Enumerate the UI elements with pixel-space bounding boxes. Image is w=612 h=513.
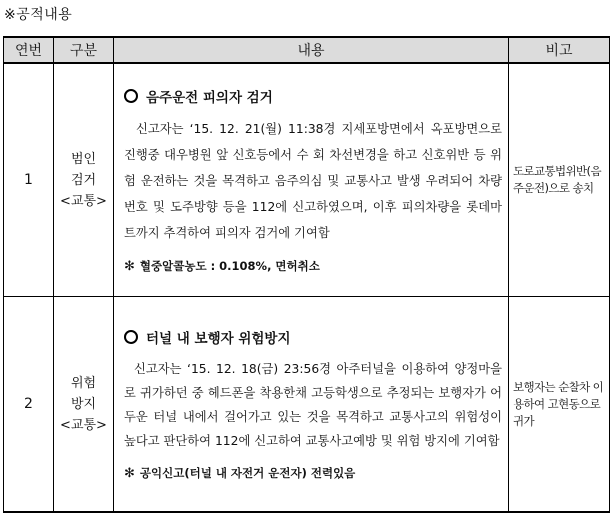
category-line: 위험 — [70, 375, 97, 391]
content-title — [124, 86, 502, 106]
content-body: 신고자는 ‘15. 12. 18(금) 23:56경 아주터널을 이용하여 양정마을로 귀가하던 중 헤드폰을 착용한채 고등학생으로 추정되는 보행자가 어두운 터널 내에서 걸어가고 있는 것을 목격하고 교통사고의 위험성이 높다고 판단하여 112에 신고하여 교통사고예방 및 위험 방지에 기여함 — [124, 362, 502, 448]
table-header-row — [4, 37, 610, 63]
content-note-text: 혈중알콜농도 : 0.108%, 면허취소 — [139, 259, 320, 273]
row-number: 1 — [4, 63, 54, 297]
hollow-circle-icon — [124, 89, 138, 103]
table-row — [4, 63, 610, 297]
header-category: 구분 — [54, 37, 114, 63]
asterisk-icon: ✻ — [124, 258, 135, 274]
header-content: 내용 — [114, 37, 509, 63]
row-category — [54, 63, 114, 297]
header-remark: 비고 — [509, 37, 610, 63]
category-line: <교통> — [60, 417, 107, 433]
table-row — [4, 297, 610, 513]
remark-text: 보행자는 순찰차 이용하여 고현동으로 귀가 — [513, 379, 604, 428]
content-note — [124, 258, 502, 274]
row-content — [114, 63, 509, 297]
category-line: 방지 — [70, 396, 97, 412]
content-body: 신고자는 ‘15. 12. 21(월) 11:38경 지세포방면에서 옥포방면으로 진행중 대우병원 앞 신호등에서 수 회 차선변경을 하고 신호위반 등 위험 운전하는 것을 목격하고 음주의심 및 교통사고 발생 우려되어 차량번호 및 도주방향 등을 112에 신고하였으며, 이후 피의차량을 롯데마트까지 추격하여 피의자 검거에 기여함 — [124, 122, 502, 240]
row-content — [114, 297, 509, 513]
content-title-text: 음주운전 피의자 검거 — [146, 90, 273, 106]
row-category — [54, 297, 114, 513]
remark-text: 도로교통법위반(음주운전)으로 송치 — [513, 164, 601, 195]
content-title — [124, 327, 502, 347]
category-line: <교통> — [60, 193, 107, 209]
row-remark — [509, 297, 610, 513]
content-note — [124, 465, 502, 481]
category-line: 범인 — [70, 151, 97, 167]
row-number: 2 — [4, 297, 54, 513]
row-remark — [509, 63, 610, 297]
asterisk-icon: ✻ — [124, 465, 135, 481]
content-note-text: 공익신고(터널 내 자전거 운전자) 전력있음 — [139, 466, 356, 480]
category-line: 검거 — [70, 172, 97, 188]
header-number: 연번 — [4, 37, 54, 63]
merit-table — [3, 36, 610, 513]
content-title-text: 터널 내 보행자 위험방지 — [146, 331, 291, 347]
section-title: ※공적내용 — [4, 7, 73, 23]
hollow-circle-icon — [124, 330, 138, 344]
